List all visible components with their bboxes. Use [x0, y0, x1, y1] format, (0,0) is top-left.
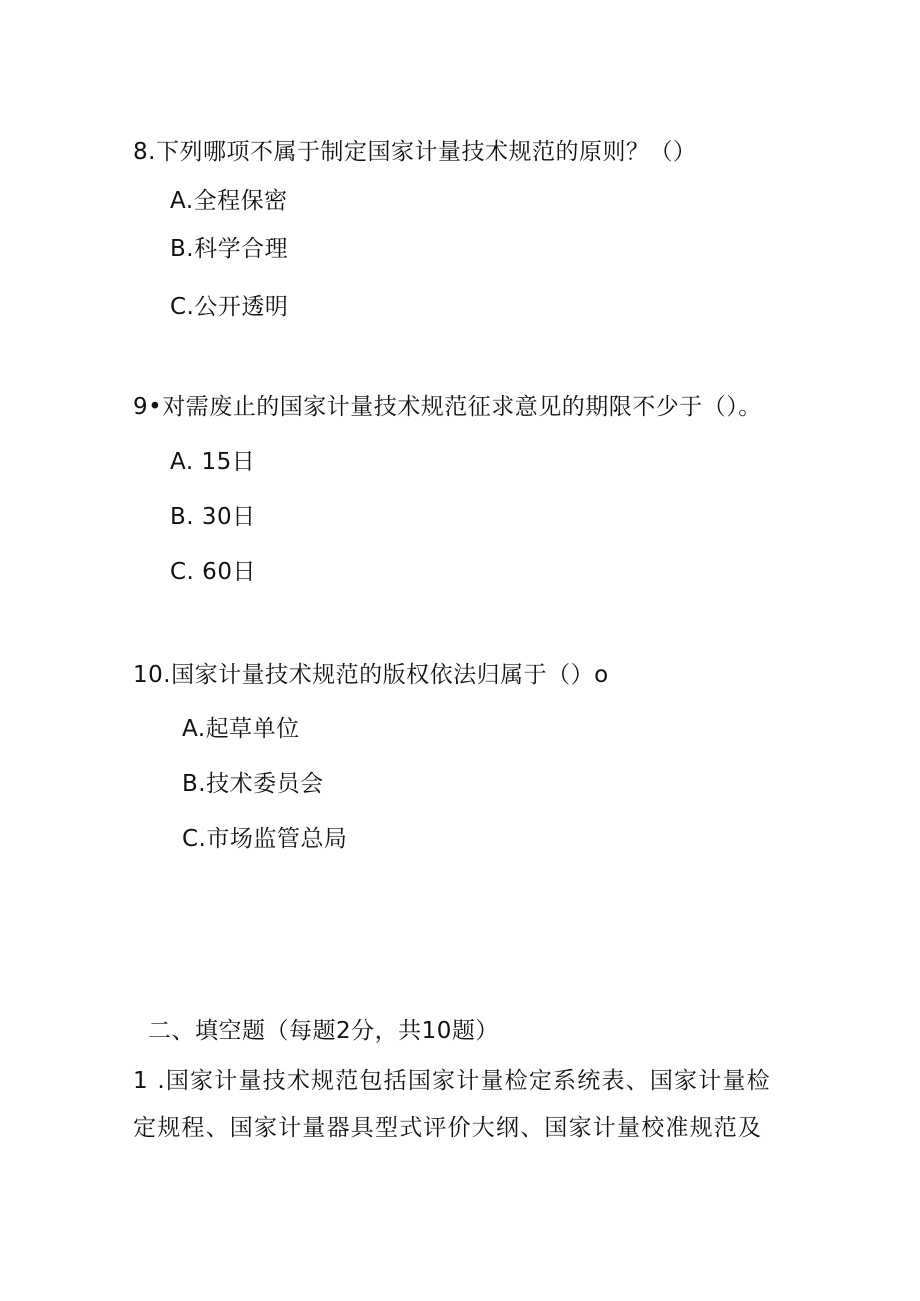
question-9-option-b: B. 30日 [170, 504, 256, 530]
question-9-stem: 9•对需废止的国家计量技术规范征求意见的期限不少于（）。 [133, 394, 762, 420]
section-2-heading: 二、填空题（每题2分，共10题） [148, 1018, 499, 1044]
question-9-option-c: C. 60日 [170, 559, 256, 585]
question-10-option-a: A.起草单位 [182, 716, 300, 742]
question-10-stem: 10.国家计量技术规范的版权依法归属于（）o [133, 662, 609, 688]
question-8-option-b: B.科学合理 [170, 236, 289, 262]
question-8-stem: 8.下列哪项不属于制定国家计量技术规范的原则？（） [133, 139, 697, 165]
question-8-option-a: A.全程保密 [170, 188, 288, 214]
question-8-option-c: C.公开透明 [170, 294, 289, 320]
question-9-option-a: A. 15日 [170, 449, 256, 475]
question-10-option-b: B.技术委员会 [182, 771, 324, 797]
question-10-option-c: C.市场监管总局 [182, 826, 348, 852]
fill-blank-1-line-2: 定规程、国家计量器具型式评价大纲、国家计量校准规范及 [133, 1115, 763, 1141]
fill-blank-1-line-1: 1 .国家计量技术规范包括国家计量检定系统表、国家计量检 [133, 1068, 771, 1094]
